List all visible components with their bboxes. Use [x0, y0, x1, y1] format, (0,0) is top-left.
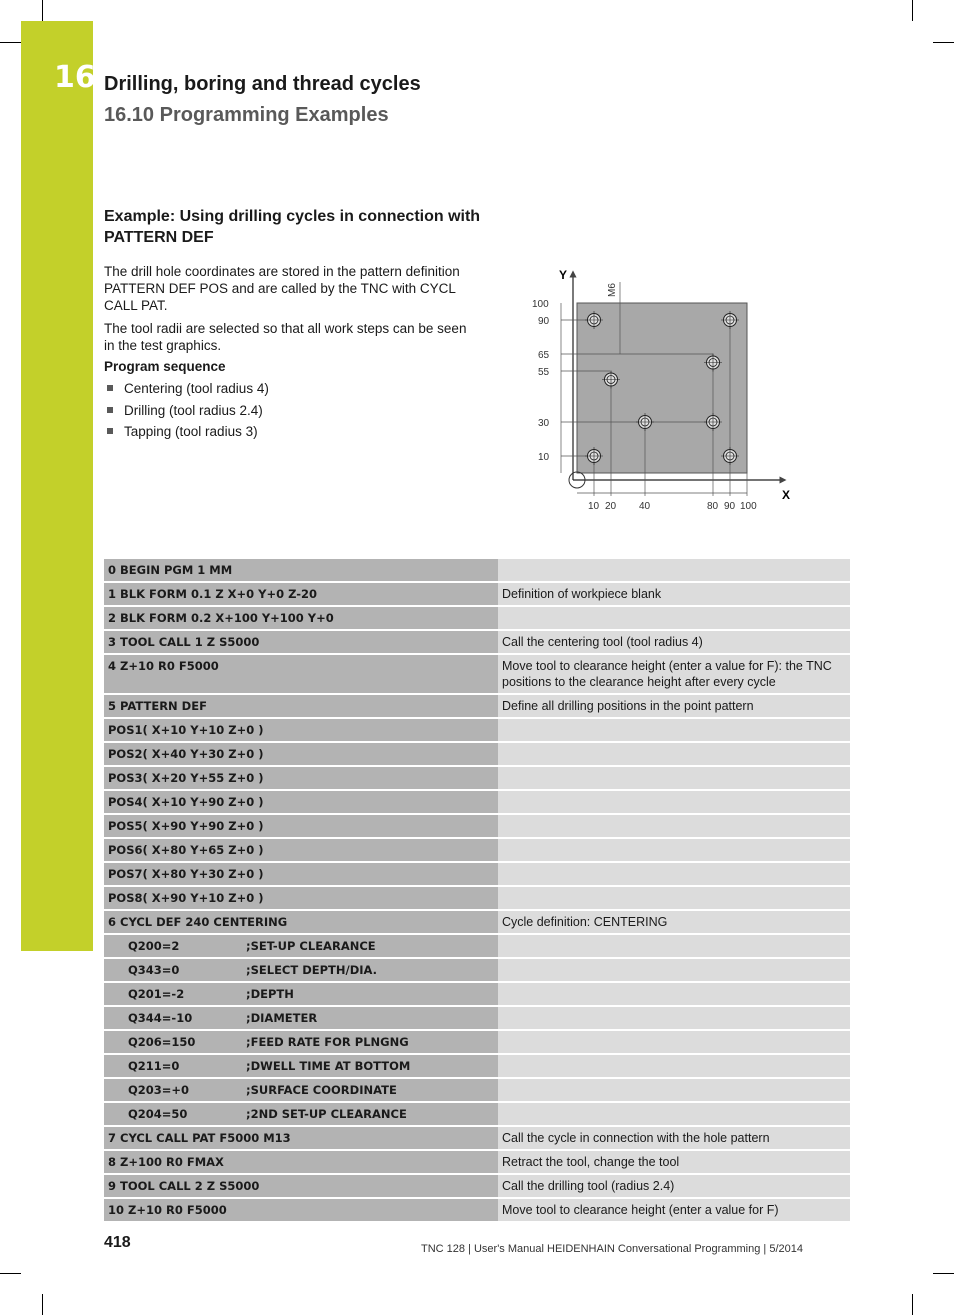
program-table — [104, 557, 850, 1223]
table-row — [104, 1175, 850, 1197]
x-tick-label: 20 — [605, 501, 617, 512]
nc-code-cell: POS6( X+80 Y+65 Z+0 ) — [104, 839, 498, 861]
table-row — [104, 1031, 850, 1053]
crop-mark — [0, 42, 21, 43]
nc-code-cell — [104, 1079, 498, 1101]
q-parameter: Q201=-2 — [128, 987, 185, 1001]
description-cell — [498, 959, 850, 981]
q-comment: ;DWELL TIME AT BOTTOM — [246, 1059, 411, 1073]
table-row — [104, 887, 850, 909]
table-row — [104, 655, 850, 693]
q-comment: ;DIAMETER — [246, 1011, 318, 1025]
chapter-number: 16 — [54, 60, 96, 95]
chapter-sidebar — [21, 21, 93, 951]
table-row — [104, 791, 850, 813]
nc-code-cell: POS4( X+10 Y+90 Z+0 ) — [104, 791, 498, 813]
table-row — [104, 1079, 850, 1101]
q-parameter: Q343=0 — [128, 963, 180, 977]
nc-code-cell — [104, 935, 498, 957]
table-row — [104, 1007, 850, 1029]
workpiece-drawing — [525, 262, 805, 517]
table-row — [104, 583, 850, 605]
q-comment: ;SELECT DEPTH/DIA. — [246, 963, 378, 977]
crop-mark — [933, 42, 954, 43]
crop-mark — [42, 0, 43, 21]
crop-mark — [42, 1294, 43, 1315]
description-cell — [498, 767, 850, 789]
list-item: Tapping (tool radius 3) — [104, 423, 269, 445]
nc-code-cell: 1 BLK FORM 0.1 Z X+0 Y+0 Z-20 — [104, 583, 498, 605]
nc-code-cell: 5 PATTERN DEF — [104, 695, 498, 717]
description-cell: Move tool to clearance height (enter a value for F): the TNC positions to the clearance height after every cycle — [498, 655, 850, 693]
q-parameter: Q344=-10 — [128, 1011, 193, 1025]
table-row — [104, 911, 850, 933]
description-cell — [498, 839, 850, 861]
x-tick-label: 90 — [724, 501, 736, 512]
description-cell: Call the drilling tool (radius 2.4) — [498, 1175, 850, 1197]
table-row — [104, 1103, 850, 1125]
list-item: Drilling (tool radius 2.4) — [104, 402, 269, 424]
x-tick-label: 40 — [639, 501, 651, 512]
nc-code-cell — [104, 1007, 498, 1029]
description-cell — [498, 559, 850, 581]
description-cell — [498, 983, 850, 1005]
description-cell: Call the cycle in connection with the hole pattern — [498, 1127, 850, 1149]
q-parameter: Q200=2 — [128, 939, 180, 953]
list-item: Centering (tool radius 4) — [104, 380, 269, 402]
q-parameter: Q203=+0 — [128, 1083, 190, 1097]
nc-code-cell: POS3( X+20 Y+55 Z+0 ) — [104, 767, 498, 789]
description-cell — [498, 719, 850, 741]
description-cell — [498, 1103, 850, 1125]
program-sequence-list — [104, 380, 269, 445]
nc-code-cell — [104, 1103, 498, 1125]
nc-code-cell: POS1( X+10 Y+10 Z+0 ) — [104, 719, 498, 741]
description-cell — [498, 1007, 850, 1029]
x-tick-label: 100 — [740, 501, 757, 512]
table-row — [104, 1199, 850, 1221]
y-tick-label: 10 — [538, 452, 550, 463]
table-row — [104, 935, 850, 957]
description-cell: Definition of workpiece blank — [498, 583, 850, 605]
description-cell — [498, 607, 850, 629]
crop-mark — [912, 1294, 913, 1315]
description-cell — [498, 791, 850, 813]
nc-code-cell: POS8( X+90 Y+10 Z+0 ) — [104, 887, 498, 909]
y-tick-label: 100 — [532, 299, 549, 310]
nc-code-cell: 3 TOOL CALL 1 Z S5000 — [104, 631, 498, 653]
table-row — [104, 743, 850, 765]
table-row — [104, 959, 850, 981]
description-cell — [498, 863, 850, 885]
description-cell — [498, 1031, 850, 1053]
table-row — [104, 607, 850, 629]
description-cell: Call the centering tool (tool radius 4) — [498, 631, 850, 653]
table-row — [104, 983, 850, 1005]
paragraph: The tool radii are selected so that all work steps can be seen in the test graphics. — [104, 321, 467, 353]
nc-code-cell — [104, 959, 498, 981]
description-cell: Cycle definition: CENTERING — [498, 911, 850, 933]
crop-mark — [912, 0, 913, 21]
description-cell: Define all drilling positions in the point pattern — [498, 695, 850, 717]
nc-code-cell — [104, 983, 498, 1005]
x-tick-label: 80 — [707, 501, 719, 512]
q-comment: ;2ND SET-UP CLEARANCE — [246, 1107, 407, 1121]
table-row — [104, 815, 850, 837]
page-number: 418 — [104, 1234, 131, 1251]
description-cell: Retract the tool, change the tool — [498, 1151, 850, 1173]
nc-code-cell: 4 Z+10 R0 F5000 — [104, 655, 498, 693]
crop-mark — [0, 1273, 21, 1274]
thread-label: M6 — [607, 283, 618, 297]
table-row — [104, 839, 850, 861]
paragraph: The drill hole coordinates are stored in the pattern definition PATTERN DEF POS and are called by the TNC with CYCL CALL PAT. — [104, 264, 460, 313]
section-title: 16.10 Programming Examples — [104, 104, 389, 126]
chapter-title: Drilling, boring and thread cycles — [104, 73, 421, 95]
program-sequence-heading: Program sequence — [104, 359, 226, 374]
y-tick-label: 65 — [538, 350, 550, 361]
q-parameter: Q204=50 — [128, 1107, 188, 1121]
q-comment: ;FEED RATE FOR PLNGNG — [246, 1035, 409, 1049]
table-row — [104, 1151, 850, 1173]
nc-code-cell: POS7( X+80 Y+30 Z+0 ) — [104, 863, 498, 885]
workpiece-plate — [577, 303, 747, 473]
table-row — [104, 863, 850, 885]
y-axis-label: Y — [559, 268, 568, 282]
q-parameter: Q206=150 — [128, 1035, 196, 1049]
description-cell — [498, 887, 850, 909]
table-row — [104, 1055, 850, 1077]
nc-code-cell: POS2( X+40 Y+30 Z+0 ) — [104, 743, 498, 765]
q-comment: ;DEPTH — [246, 987, 294, 1001]
nc-code-cell: 10 Z+10 R0 F5000 — [104, 1199, 498, 1221]
nc-code-cell: POS5( X+90 Y+90 Z+0 ) — [104, 815, 498, 837]
table-row — [104, 559, 850, 581]
nc-code-cell: 8 Z+100 R0 FMAX — [104, 1151, 498, 1173]
x-axis-label: X — [782, 488, 791, 502]
nc-code-cell: 7 CYCL CALL PAT F5000 M13 — [104, 1127, 498, 1149]
description-cell: Move tool to clearance height (enter a value for F) — [498, 1199, 850, 1221]
table-row — [104, 695, 850, 717]
nc-code-cell — [104, 1031, 498, 1053]
y-tick-label: 30 — [538, 418, 550, 429]
footer-text: TNC 128 | User's Manual HEIDENHAIN Conversational Programming | 5/2014 — [421, 1243, 803, 1255]
description-cell — [498, 1055, 850, 1077]
y-tick-label: 55 — [538, 367, 550, 378]
table-row — [104, 631, 850, 653]
description-cell — [498, 935, 850, 957]
q-parameter: Q211=0 — [128, 1059, 180, 1073]
q-comment: ;SURFACE COORDINATE — [246, 1083, 397, 1097]
crop-mark — [933, 1273, 954, 1274]
table-row — [104, 1127, 850, 1149]
nc-code-cell: 9 TOOL CALL 2 Z S5000 — [104, 1175, 498, 1197]
q-comment: ;SET-UP CLEARANCE — [246, 939, 376, 953]
example-title: Example: Using drilling cycles in connection with PATTERN DEF — [104, 208, 481, 246]
nc-code-cell — [104, 1055, 498, 1077]
nc-code-cell: 2 BLK FORM 0.2 X+100 Y+100 Y+0 — [104, 607, 498, 629]
x-tick-label: 10 — [588, 501, 600, 512]
table-row — [104, 767, 850, 789]
nc-code-cell: 6 CYCL DEF 240 CENTERING — [104, 911, 498, 933]
description-cell — [498, 1079, 850, 1101]
nc-code-cell: 0 BEGIN PGM 1 MM — [104, 559, 498, 581]
table-row — [104, 719, 850, 741]
description-cell — [498, 815, 850, 837]
description-cell — [498, 743, 850, 765]
y-tick-label: 90 — [538, 316, 550, 327]
